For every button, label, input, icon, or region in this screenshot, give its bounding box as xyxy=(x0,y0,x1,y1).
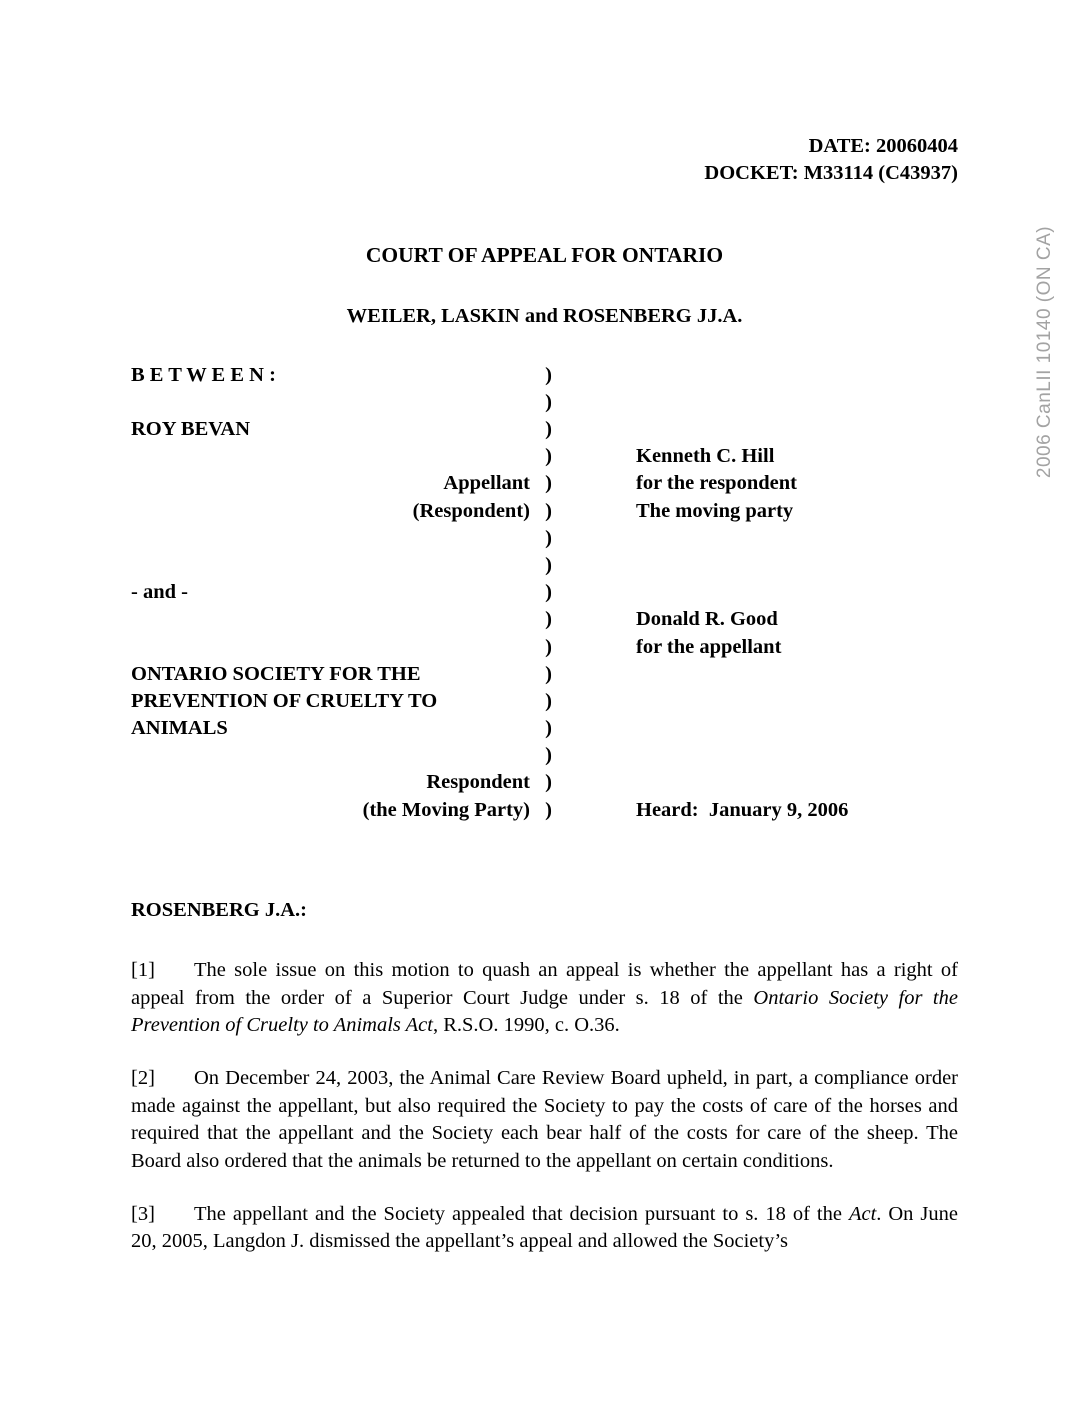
paren-glyph: ) xyxy=(545,581,552,604)
paren-glyph: ) xyxy=(545,418,552,440)
paragraph-number: [3] xyxy=(131,1203,155,1226)
paragraph xyxy=(131,1065,958,1175)
party-left-cell: PREVENTION OF CRUELTY TO xyxy=(131,689,438,712)
paragraph-text: On December 24, 2003, the Animal Care Review Board upheld, in part, a compliance order made against the appellant, but also required the Society to pay the costs of care of the horses and required that the appellant and the Society each bear half of the costs for care of the sheep. The Board also ordered that the animals be returned to the appellant on certain conditions. xyxy=(131,1067,958,1172)
party-right-cell: for the respondent xyxy=(636,472,797,495)
party-left-cell: ANIMALS xyxy=(131,717,228,740)
paren-glyph: ) xyxy=(545,472,552,495)
party-row xyxy=(131,498,958,525)
header-block xyxy=(131,133,958,188)
paren-glyph: ) xyxy=(545,744,552,767)
paragraph-number: [1] xyxy=(131,959,155,982)
paren-glyph: ) xyxy=(545,526,552,549)
party-right-cell: for the appellant xyxy=(636,635,782,658)
date-line: DATE: 20060404 xyxy=(808,135,958,157)
paragraph-text: . On June 20, 2005, Langdon J. dismissed the appellant’s appeal and allowed the Society’s xyxy=(131,1203,958,1253)
paren-glyph: ) xyxy=(545,798,552,821)
party-right-cell: Donald R. Good xyxy=(636,608,778,631)
paren-glyph: ) xyxy=(545,499,552,522)
paragraph-text: The appellant and the Society appealed that decision pursuant to s. 18 of the xyxy=(194,1203,849,1226)
paren-glyph: ) xyxy=(545,390,552,413)
party-left-cell: (Respondent) xyxy=(412,499,530,522)
judges-line: WEILER, LASKIN and ROSENBERG JJ.A. xyxy=(346,305,743,328)
paragraph-number: [2] xyxy=(131,1067,155,1090)
party-row xyxy=(131,552,958,579)
party-row xyxy=(131,579,958,606)
party-row xyxy=(131,661,958,688)
paragraph-text: The sole issue on this motion to quash an appeal is whether the appellant has a right of appeal from the order of a Superior Court Judge under s. 18 of the xyxy=(131,959,958,1009)
party-row xyxy=(131,443,958,470)
party-left-cell: B E T W E E N : xyxy=(131,363,276,386)
party-row xyxy=(131,470,958,497)
paren-glyph: ) xyxy=(545,717,552,740)
document-body xyxy=(131,0,958,1256)
paragraph-text-italic: Ontario Society for the Prevention of Cruelty to Animals Act xyxy=(131,986,958,1037)
party-right-cell: The moving party xyxy=(636,499,794,522)
party-left-cell: ROY BEVAN xyxy=(131,418,251,440)
party-left-cell: Appellant xyxy=(443,472,530,495)
paren-glyph: ) xyxy=(545,445,552,468)
parties-table xyxy=(131,362,958,824)
canlii-watermark: 2006 CanLII 10140 (ON CA) xyxy=(1034,225,1055,479)
author-heading: ROSENBERG J.A.: xyxy=(131,898,307,921)
party-right-cell: Heard: January 9, 2006 xyxy=(636,798,849,821)
party-row xyxy=(131,769,958,796)
docket-line: DOCKET: M33114 (C43937) xyxy=(704,162,958,185)
party-row xyxy=(131,525,958,552)
paren-glyph: ) xyxy=(545,689,552,712)
paragraph-text-italic: Act xyxy=(848,1203,877,1226)
party-left-cell: (the Moving Party) xyxy=(362,798,530,821)
paren-glyph: ) xyxy=(545,635,552,658)
party-left-cell: ONTARIO SOCIETY FOR THE xyxy=(131,662,421,685)
party-row xyxy=(131,688,958,715)
paren-glyph: ) xyxy=(545,553,552,576)
party-row xyxy=(131,742,958,769)
party-row xyxy=(131,362,958,389)
paren-glyph: ) xyxy=(545,608,552,631)
paragraphs xyxy=(131,957,958,1256)
party-left-cell: - and - xyxy=(131,581,188,604)
paren-glyph: ) xyxy=(545,363,552,386)
party-row xyxy=(131,715,958,742)
party-row xyxy=(131,389,958,416)
party-row xyxy=(131,634,958,661)
party-left-cell: Respondent xyxy=(426,771,530,794)
party-row xyxy=(131,797,958,824)
party-row xyxy=(131,606,958,633)
paragraph-text: , R.S.O. 1990, c. O.36. xyxy=(432,1014,620,1037)
paragraph xyxy=(131,957,958,1039)
paren-glyph: ) xyxy=(545,771,552,794)
court-title: COURT OF APPEAL FOR ONTARIO xyxy=(365,242,724,267)
paragraph xyxy=(131,1201,958,1256)
party-row xyxy=(131,416,958,443)
party-right-cell: Kenneth C. Hill xyxy=(636,445,775,468)
paren-glyph: ) xyxy=(545,662,552,685)
